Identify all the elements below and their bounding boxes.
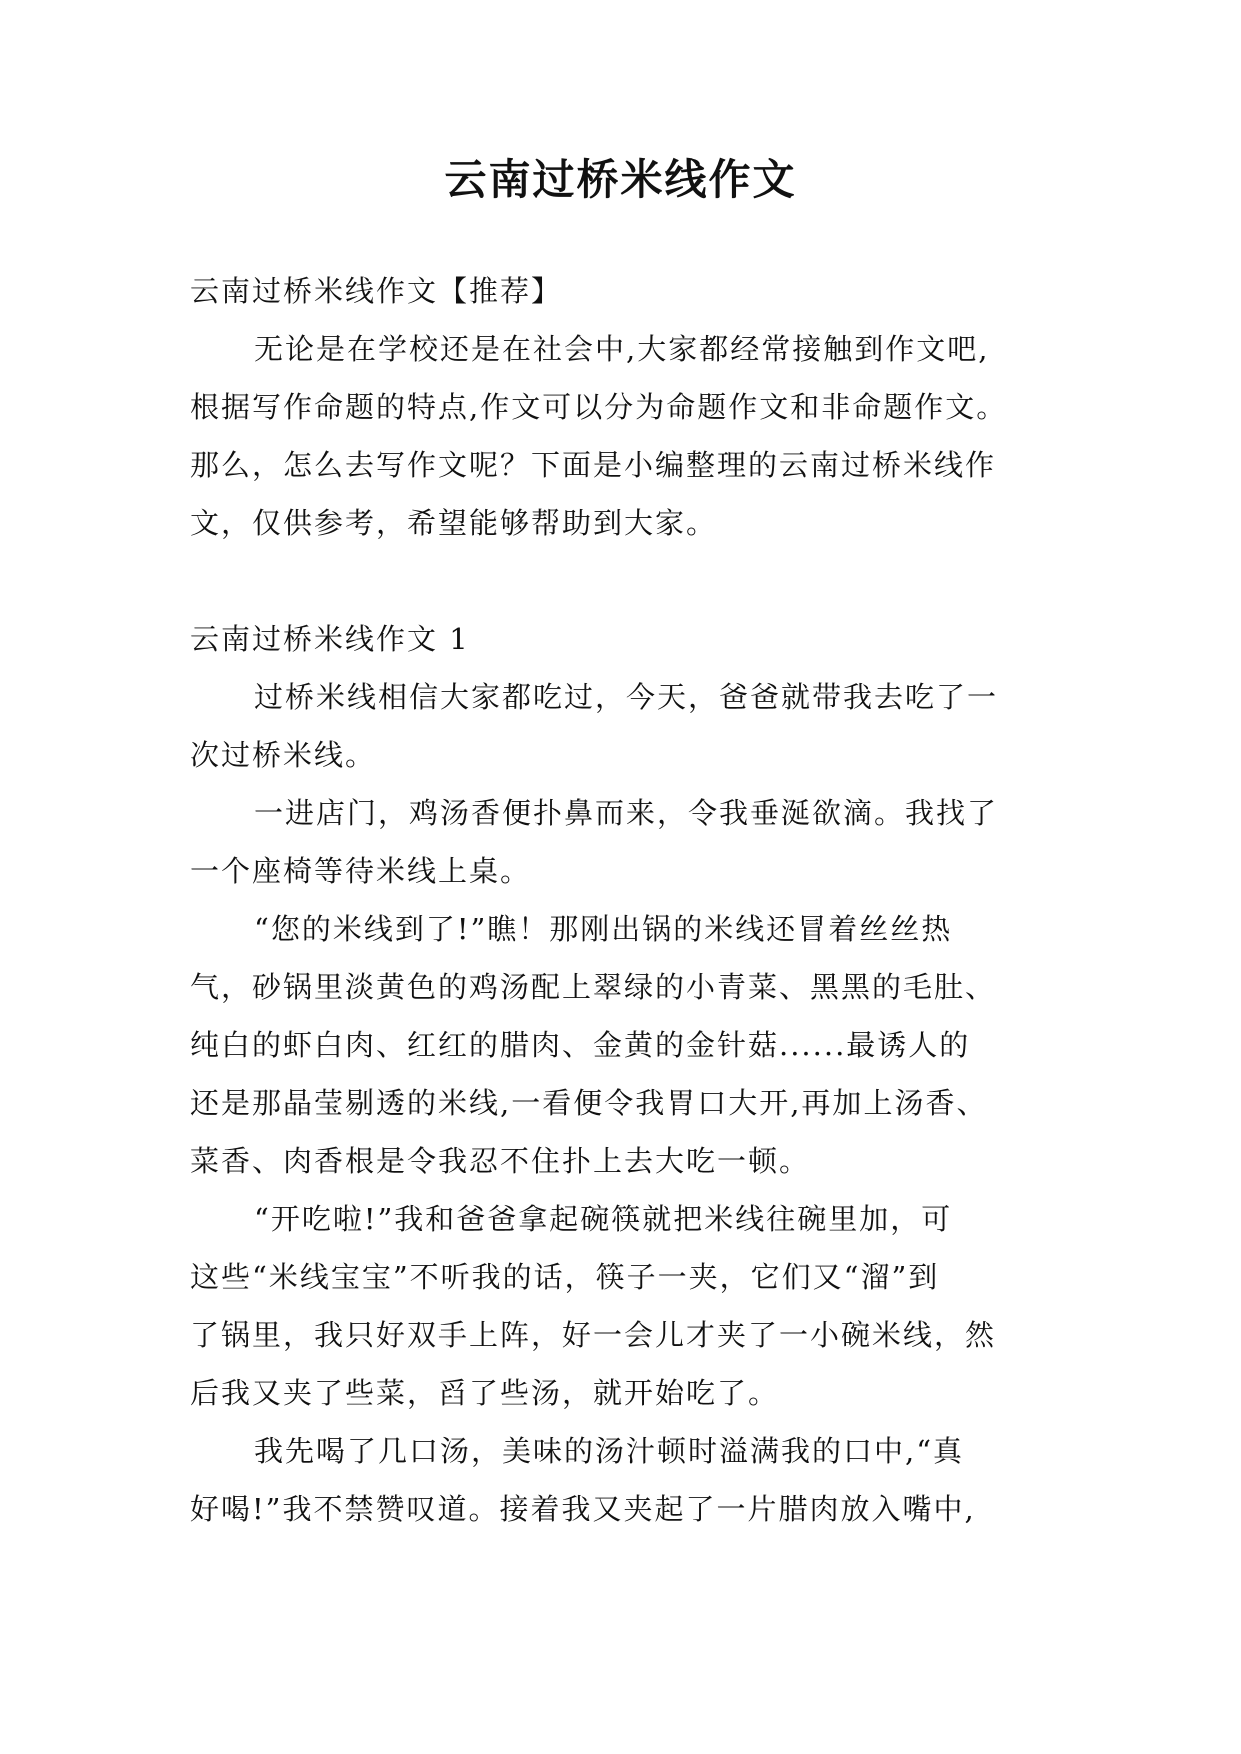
paragraph-spacer [190,552,1070,610]
paragraph-line: 这些“米线宝宝”不听我的话，筷子一夹，它们又“溜”到 [190,1260,940,1294]
paragraph-line: “您的米线到了!”瞧！那刚出锅的米线还冒着丝丝热 [254,912,953,946]
paragraph-line: 文，仅供参考，希望能够帮助到大家。 [190,506,718,540]
document-body [190,262,1070,1538]
paragraph-line: 过桥米线相信大家都吃过，今天，爸爸就带我去吃了一 [254,680,999,714]
paragraph-line: 那么，怎么去写作文呢？下面是小编整理的云南过桥米线作 [190,448,997,482]
paragraph-line: 我先喝了几口汤，美味的汤汁顿时溢满我的口中,“真 [254,1434,965,1468]
paragraph-line: 好喝!”我不禁赞叹道。接着我又夹起了一片腊肉放入嘴中, [190,1492,976,1526]
paragraph-line: 纯白的虾白肉、红红的腊肉、金黄的金针菇......最诱人的 [190,1028,971,1062]
section-heading: 云南过桥米线作文【推荐】 [190,274,563,308]
section-heading: 云南过桥米线作文 1 [190,622,470,656]
paragraph-line: “开吃啦!”我和爸爸拿起碗筷就把米线往碗里加，可 [254,1202,953,1236]
document-title: 云南过桥米线作文 [444,155,797,204]
paragraph-line: 一个座椅等待米线上桌。 [190,854,532,888]
paragraph-line: 次过桥米线。 [190,738,377,772]
paragraph-line: 无论是在学校还是在社会中,大家都经常接触到作文吧, [254,332,990,366]
paragraph-line: 还是那晶莹剔透的米线,一看便令我胃口大开,再加上汤香、 [190,1086,988,1120]
paragraph-line: 后我又夹了些菜，舀了些汤，就开始吃了。 [190,1376,780,1410]
paragraph-line: 一进店门，鸡汤香便扑鼻而来，令我垂涎欲滴。我找了 [254,796,999,830]
paragraph-line: 了锅里，我只好双手上阵，好一会儿才夹了一小碗米线，然 [190,1318,997,1352]
paragraph-line: 气，砂锅里淡黄色的鸡汤配上翠绿的小青菜、黑黑的毛肚、 [190,970,997,1004]
paragraph-line: 根据写作命题的特点,作文可以分为命题作文和非命题作文。 [190,390,1008,424]
paragraph-line: 菜香、肉香根是令我忍不住扑上去大吃一顿。 [190,1144,811,1178]
